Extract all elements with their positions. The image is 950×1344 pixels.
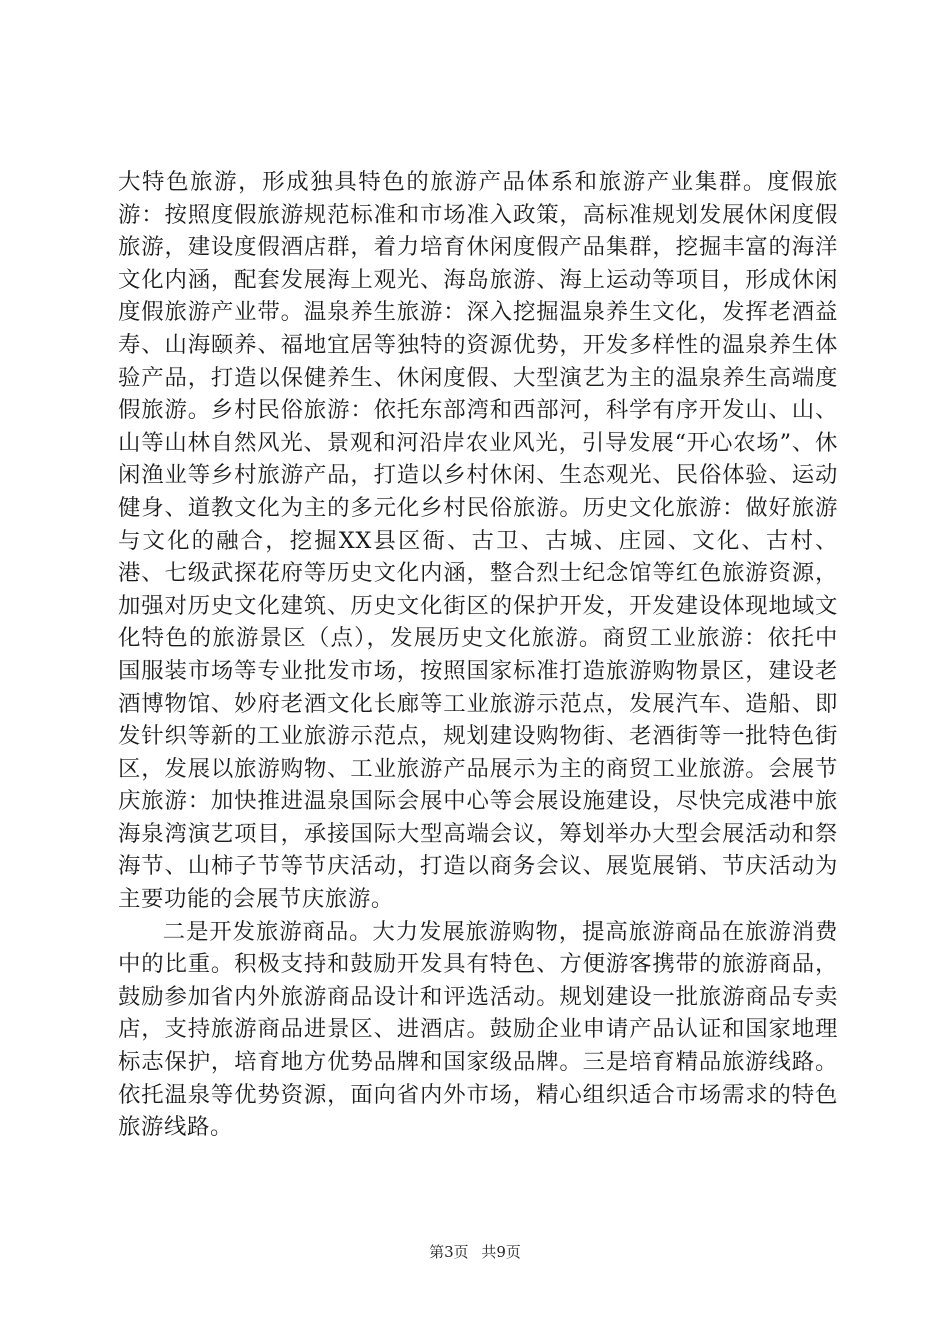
paragraph-tourism-types: 大特色旅游，形成独具特色的旅游产品体系和旅游产业集群。度假旅游：按照度假旅游规范标准和市场准入政策，高标准规划发展休闲度假旅游，建设度假酒店群，着力培育休闲度假产品集群，挖掘丰富的海洋文化内涵，配套发展海上观光、海岛旅游、海上运动等项目，形成休闲度假旅游产业带。温泉养生旅游：深入挖掘温泉养生文化，发挥老酒益寿、山海颐养、福地宜居等独特的资源优势，开发多样性的温泉养生体验产品，打造以保健养生、休闲度假、大型演艺为主的温泉养生高端度假旅游。乡村民俗旅游：依托东部湾和西部河，科学有序开发山、山、山等山林自然风光、景观和河沿岸农业风光，引导发展“开心农场”、休闲渔业等乡村旅游产品，打造以乡村休闲、生态观光、民俗体验、运动健身、道教文化为主的多元化乡村民俗旅游。历史文化旅游：做好旅游与文化的融合，挖掘XX县区衙、古卫、古城、庄园、文化、古村、港、七级武探花府等历史文化内涵，整合烈士纪念馆等红色旅游资源，加强对历史文化建筑、历史文化街区的保护开发，开发建设体现地域文化特色的旅游景区（点），发展历史文化旅游。商贸工业旅游：依托中国服装市场等专业批发市场，按照国家标准打造旅游购物景区，建设老酒博物馆、妙府老酒文化长廊等工业旅游示范点，发展汽车、造船、即发针织等新的工业旅游示范点，规划建设购物街、老酒街等一批特色街区，发展以旅游购物、工业旅游产品展示为主的商贸工业旅游。会展节庆旅游：加快推进温泉国际会展中心等会展设施建设，尽快完成港中旅海泉湾演艺项目，承接国际大型高端会议，筹划举办大型会展活动和祭海节、山柿子节等节庆活动，打造以商务会议、展览展销、节庆活动为主要功能的会展节庆旅游。 <box>118 169 838 913</box>
page-number: 第3页 <box>429 1243 469 1261</box>
page-total: 共9页 <box>481 1243 521 1261</box>
page-footer <box>0 1242 950 1262</box>
document-body <box>118 166 838 1144</box>
paragraph-tourism-products: 二是开发旅游商品。大力发展旅游购物，提高旅游商品在旅游消费中的比重。积极支持和鼓励开发具有特色、方便游客携带的旅游商品，鼓励参加省内外旅游商品设计和评选活动。规划建设一批旅游商品专卖店，支持旅游商品进景区、进酒店。鼓励企业申请产品认证和国家地理标志保护，培育地方优势品牌和国家级品牌。三是培育精品旅游线路。依托温泉等优势资源，面向省内外市场，精心组织适合市场需求的特色旅游线路。 <box>118 918 838 1141</box>
